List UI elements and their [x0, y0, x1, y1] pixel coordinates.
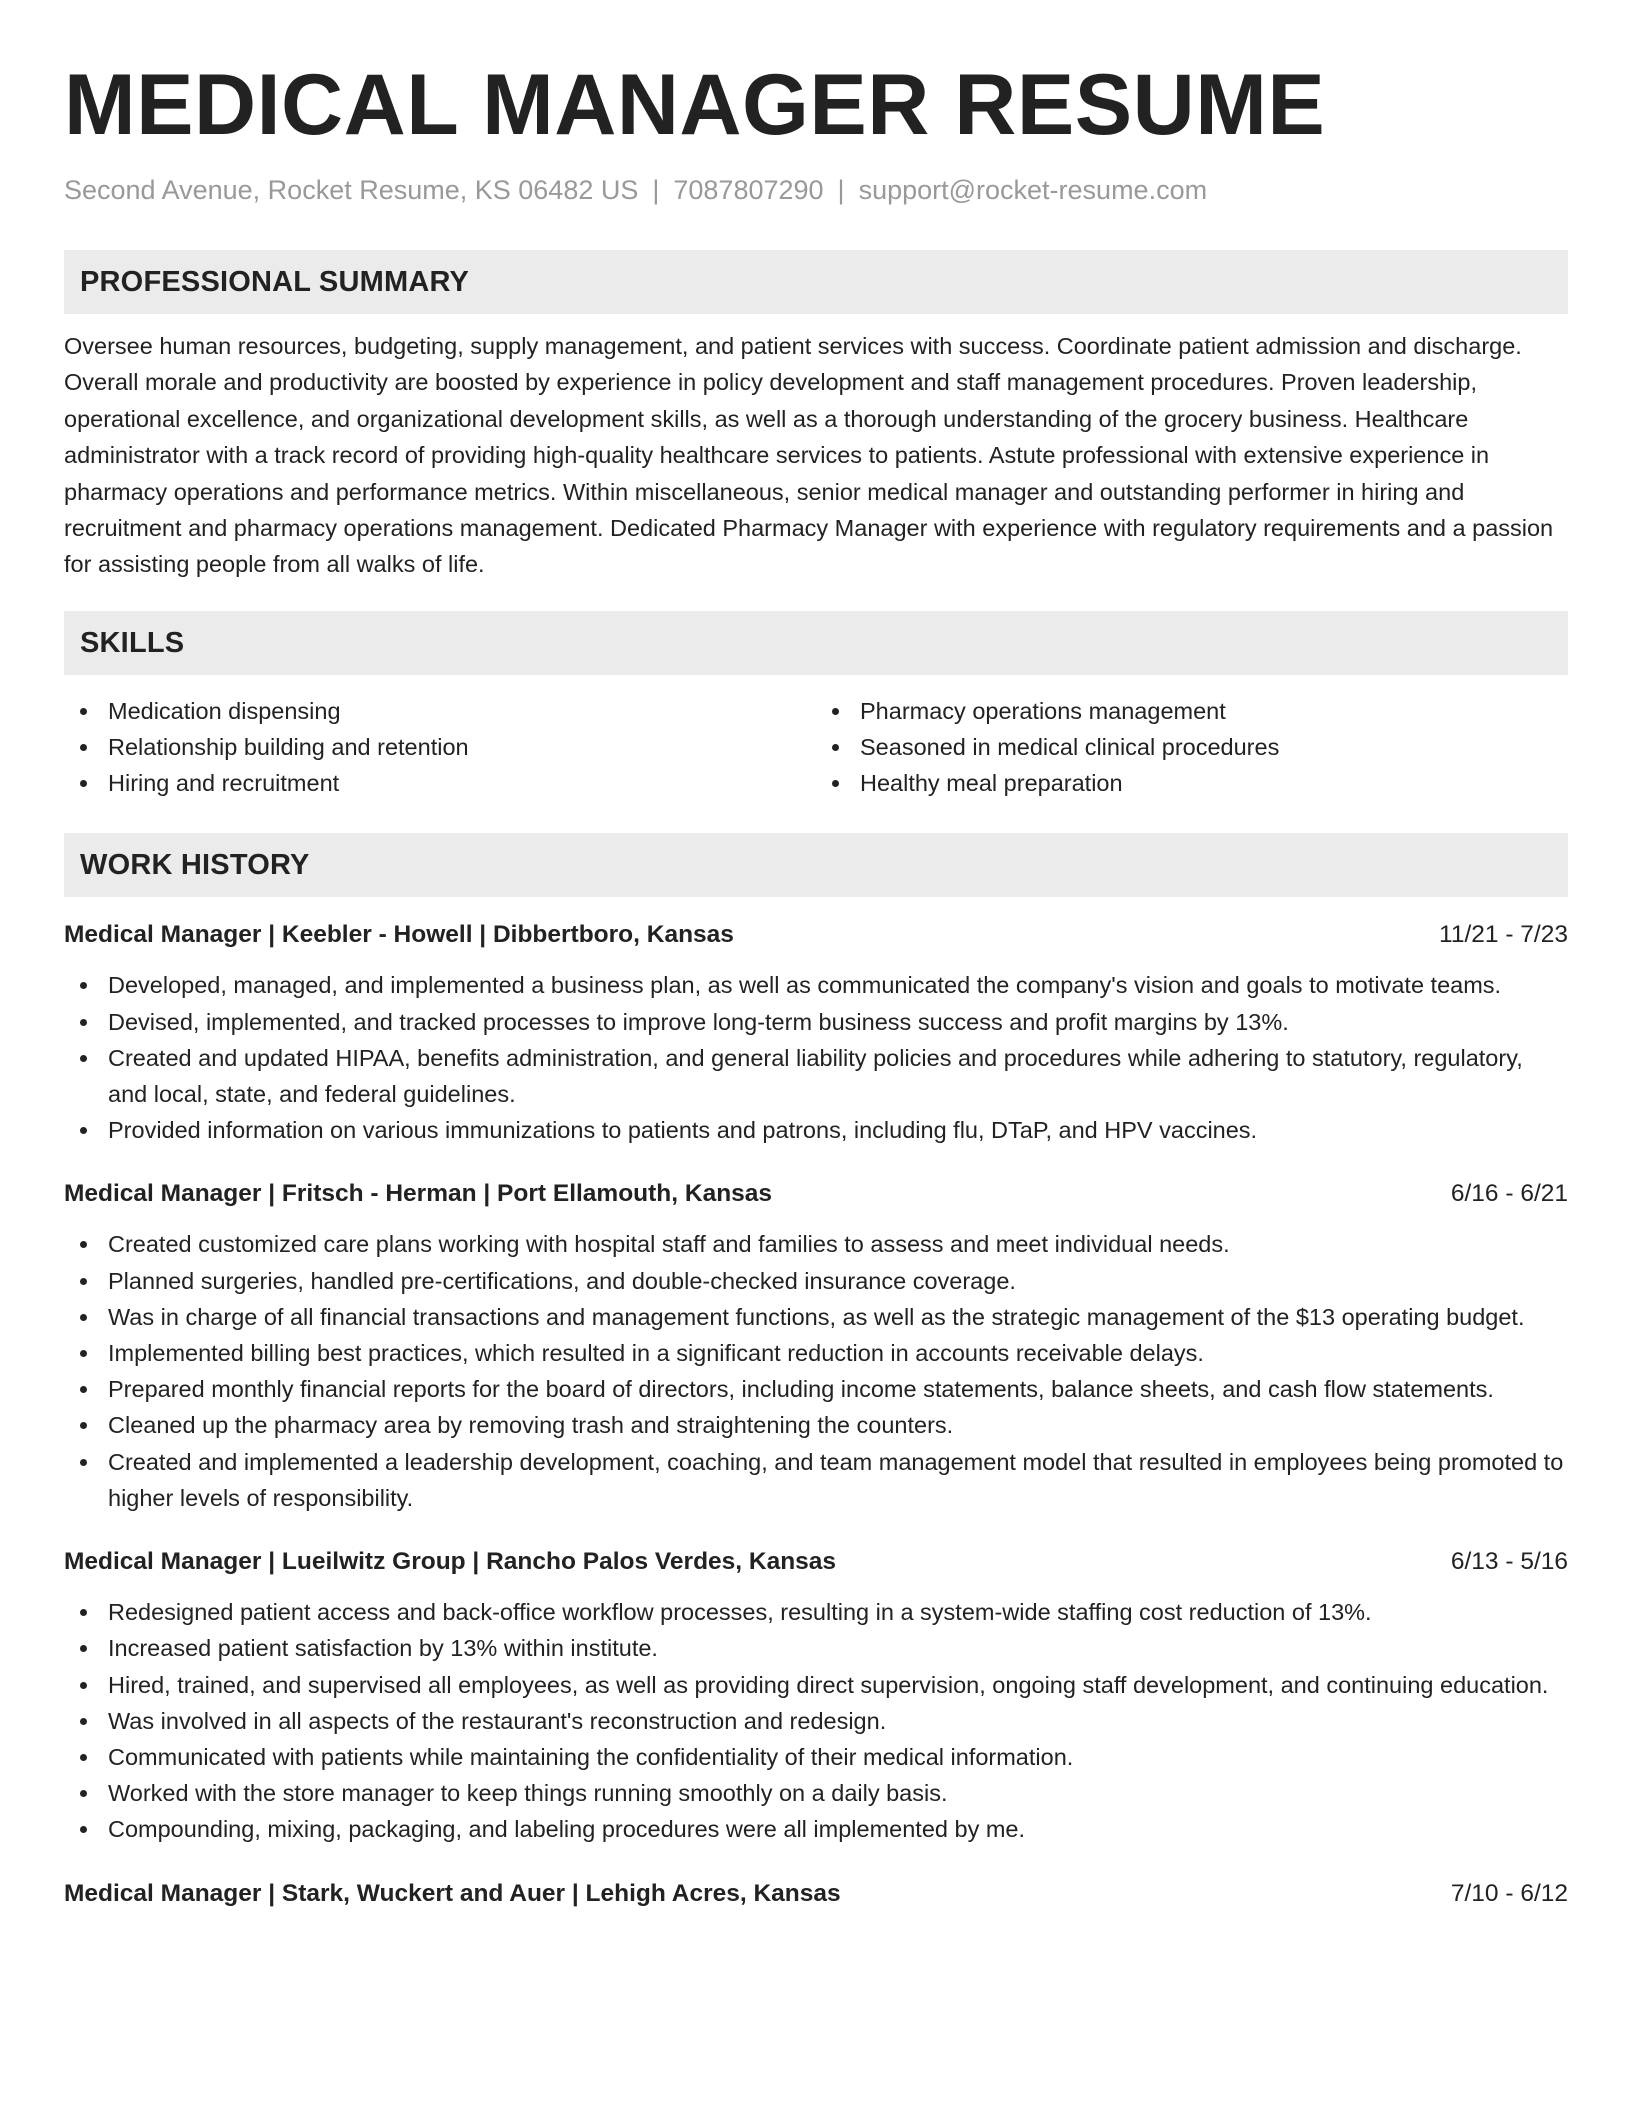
job-bullet: Created and updated HIPAA, benefits administration, and general liability policies and procedures while adhering to statutory, regulatory, and local, state, and federal guidelines.	[64, 1040, 1568, 1112]
contact-address: Second Avenue, Rocket Resume, KS 06482 US	[64, 175, 639, 205]
skill-item: Hiring and recruitment	[64, 765, 816, 801]
contact-separator: |	[837, 175, 845, 205]
job-bullets	[64, 967, 1568, 1148]
job-bullet: Prepared monthly financial reports for the board of directors, including income statements, balance sheets, and cash flow statements.	[64, 1371, 1568, 1407]
skills-list	[64, 693, 1568, 802]
contact-separator: |	[652, 175, 660, 205]
section-heading-summary: PROFESSIONAL SUMMARY	[64, 250, 1568, 314]
job-bullet: Created customized care plans working with hospital staff and families to assess and meet individual needs.	[64, 1226, 1568, 1262]
job-bullet: Communicated with patients while maintaining the confidentiality of their medical information.	[64, 1739, 1568, 1775]
job-bullet: Was involved in all aspects of the restaurant's reconstruction and redesign.	[64, 1703, 1568, 1739]
job-header	[64, 1176, 1568, 1212]
job-bullet: Increased patient satisfaction by 13% within institute.	[64, 1630, 1568, 1666]
job-title: Medical Manager | Keebler - Howell | Dibbertboro, Kansas	[64, 921, 734, 949]
job-bullet: Developed, managed, and implemented a business plan, as well as communicated the company's vision and goals to motivate teams.	[64, 967, 1568, 1003]
job-entry	[64, 917, 1568, 1148]
skill-item: Healthy meal preparation	[816, 765, 1568, 801]
job-dates: 7/10 - 6/12	[1450, 1879, 1568, 1907]
skill-item: Relationship building and retention	[64, 729, 816, 765]
job-bullet: Worked with the store manager to keep things running smoothly on a daily basis.	[64, 1775, 1568, 1811]
section-heading-work-history: WORK HISTORY	[64, 833, 1568, 897]
job-bullet: Devised, implemented, and tracked processes to improve long-term business success and profit margins by 13%.	[64, 1004, 1568, 1040]
job-bullets	[64, 1226, 1568, 1516]
skills-column-left	[64, 693, 816, 802]
job-bullet: Compounding, mixing, packaging, and labeling procedures were all implemented by me.	[64, 1811, 1568, 1847]
job-entry	[64, 1876, 1568, 1912]
summary-text: Oversee human resources, budgeting, supply management, and patient services with success. Coordinate patient admission and discharge. Overall morale and productivity are boosted by experience in policy development and staff management procedures. Proven leadership, operational excellence, and organizational development skills, as well as a thorough understanding of the grocery business. Healthcare administrator with a track record of providing high-quality healthcare services to patients. Astute professional with extensive experience in pharmacy operations and performance metrics. Within miscellaneous, senior medical manager and outstanding performer in hiring and recruitment and pharmacy operations management. Dedicated Pharmacy Manager with experience with regulatory requirements and a passion for assisting people from all walks of life.	[64, 333, 1554, 578]
job-title: Medical Manager | Fritsch - Herman | Port Ellamouth, Kansas	[64, 1180, 773, 1208]
job-entry	[64, 1176, 1568, 1516]
section-heading-skills: SKILLS	[64, 611, 1568, 675]
job-bullet: Cleaned up the pharmacy area by removing trash and straightening the counters.	[64, 1407, 1568, 1443]
job-dates: 6/16 - 6/21	[1450, 1180, 1568, 1208]
job-bullet: Provided information on various immunizations to patients and patrons, including flu, DTaP, and HPV vaccines.	[64, 1112, 1568, 1148]
job-header	[64, 917, 1568, 953]
job-bullets	[64, 1594, 1568, 1847]
job-entry	[64, 1544, 1568, 1847]
skill-item: Pharmacy operations management	[816, 693, 1568, 729]
job-header	[64, 1876, 1568, 1912]
job-title: Medical Manager | Stark, Wuckert and Auer | Lehigh Acres, Kansas	[64, 1879, 841, 1907]
job-title: Medical Manager | Lueilwitz Group | Rancho Palos Verdes, Kansas	[64, 1548, 837, 1576]
job-dates: 11/21 - 7/23	[1439, 921, 1568, 949]
job-bullet: Implemented billing best practices, which resulted in a significant reduction in accounts receivable delays.	[64, 1335, 1568, 1371]
job-header	[64, 1544, 1568, 1580]
skill-item: Seasoned in medical clinical procedures	[816, 729, 1568, 765]
contact-email: support@rocket-resume.com	[858, 175, 1208, 205]
job-dates: 6/13 - 5/16	[1450, 1548, 1568, 1576]
job-bullet: Was in charge of all financial transactions and management functions, as well as the strategic management of the $13 operating budget.	[64, 1299, 1568, 1335]
contact-phone: 7087807290	[673, 175, 824, 205]
job-bullet: Created and implemented a leadership development, coaching, and team management model that resulted in employees being promoted to higher levels of responsibility.	[64, 1444, 1568, 1516]
work-history	[64, 917, 1568, 1911]
job-bullet: Redesigned patient access and back-office workflow processes, resulting in a system-wide staffing cost reduction of 13%.	[64, 1594, 1568, 1630]
contact-line	[64, 172, 1568, 208]
skills-column-right	[816, 693, 1568, 802]
resume-title: MEDICAL MANAGER RESUME	[64, 57, 1326, 153]
job-bullet: Planned surgeries, handled pre-certifications, and double-checked insurance coverage.	[64, 1263, 1568, 1299]
job-bullet: Hired, trained, and supervised all employees, as well as providing direct supervision, ongoing staff development, and continuing education.	[64, 1667, 1568, 1703]
skill-item: Medication dispensing	[64, 693, 816, 729]
